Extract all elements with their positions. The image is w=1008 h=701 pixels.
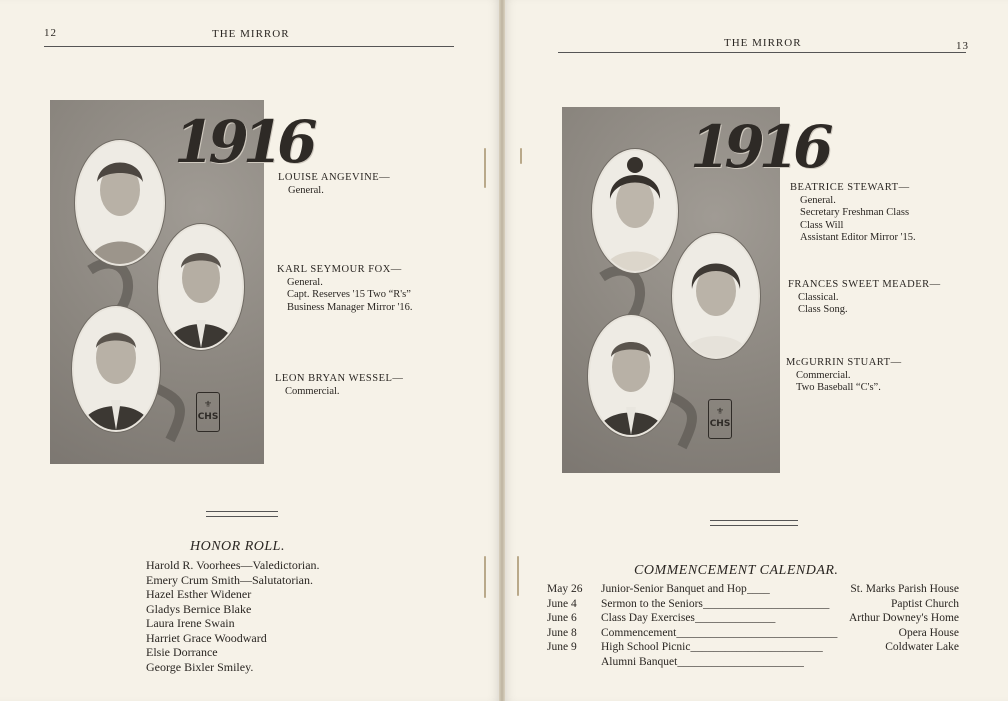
student-name: McGURRIN STUART— <box>786 357 902 368</box>
page-number: 12 <box>44 27 57 39</box>
calendar-event: Alumni Banquet <box>601 655 678 668</box>
student-detail: Commercial. <box>796 369 851 381</box>
list-item: Harriet Grace Woodward <box>146 630 267 645</box>
list-item: Elsie Dorrance <box>146 645 218 659</box>
student-detail: Assistant Editor Mirror '15. <box>800 232 916 243</box>
calendar-row <box>547 611 959 626</box>
year-graphic: 1916 <box>690 113 828 181</box>
section-divider <box>710 520 798 526</box>
student-detail: Class Song. <box>798 304 848 315</box>
calendar-title: COMMENCEMENT CALENDAR. <box>634 563 839 578</box>
portrait-beatrice-stewart <box>592 149 678 273</box>
binding-staple <box>517 556 519 596</box>
leader-line: ______________________ <box>677 655 804 668</box>
year-graphic: 1916 <box>174 108 312 176</box>
leader-line: ____ <box>746 583 770 595</box>
student-detail: Secretary Freshman Class <box>800 207 910 218</box>
student-name: LEON BRYAN WESSEL— <box>275 373 404 384</box>
student-detail: Two Baseball “C's”. <box>796 382 881 393</box>
portrait-mcgurrin-stuart <box>588 315 674 437</box>
leader-line: ______________________ <box>702 597 830 610</box>
calendar-event: Sermon to the Seniors <box>601 597 703 610</box>
list-item: Gladys Bernice Blake <box>146 601 252 616</box>
header-rule <box>558 52 966 53</box>
student-caption <box>278 172 390 197</box>
student-detail: Business Manager Mirror '16. <box>287 301 413 313</box>
student-caption <box>275 373 403 398</box>
calendar-date: June 4 <box>547 597 577 610</box>
calendar-place: Arthur Downey's Home <box>848 612 959 625</box>
commencement-calendar <box>547 582 959 670</box>
calendar-date: June 6 <box>547 612 577 625</box>
honor-roll-list <box>146 558 320 674</box>
calendar-event: Commencement <box>601 626 677 639</box>
school-crest-icon: ⚜ CHS <box>196 392 220 432</box>
leader-line: ____________________________ <box>676 626 838 639</box>
student-caption <box>786 357 902 395</box>
school-crest-icon: ⚜ CHS <box>708 399 732 439</box>
calendar-event: High School Picnic <box>601 641 691 654</box>
student-caption <box>277 264 413 314</box>
binding-staple <box>484 148 486 188</box>
student-detail: General. <box>800 194 836 206</box>
student-detail: Capt. Reserves '15 Two “R's” <box>287 289 411 300</box>
calendar-date: May 26 <box>547 583 583 595</box>
list-item: Laura Irene Swain <box>146 616 235 630</box>
student-detail: General. <box>287 276 323 288</box>
portrait-frances-sweet-meader <box>672 233 760 359</box>
calendar-place: Opera House <box>898 626 959 639</box>
running-head: THE MIRROR <box>724 37 802 49</box>
calendar-place: Paptist Church <box>890 597 959 610</box>
student-detail: Class Will <box>800 219 844 231</box>
page-number: 13 <box>956 40 969 52</box>
calendar-date <box>547 655 601 670</box>
student-detail: General. <box>288 184 324 196</box>
leader-line: _______________________ <box>690 641 823 654</box>
student-caption <box>788 279 941 317</box>
book-gutter <box>499 0 505 701</box>
student-caption <box>790 182 916 245</box>
student-name: FRANCES SWEET MEADER— <box>788 279 941 290</box>
calendar-row <box>547 626 959 641</box>
calendar-place: Coldwater Lake <box>885 641 959 654</box>
student-name: LOUISE ANGEVINE— <box>278 172 391 183</box>
calendar-date: June 9 <box>547 641 577 654</box>
student-name: KARL SEYMOUR FOX— <box>277 264 402 275</box>
portrait-louise-angevine <box>75 140 165 266</box>
binding-staple <box>484 556 486 598</box>
portrait-leon-bryan-wessel <box>72 306 160 432</box>
running-head: THE MIRROR <box>212 28 290 40</box>
student-detail: Classical. <box>798 291 839 303</box>
section-divider <box>206 511 278 517</box>
list-item: Emery Crum Smith—Salutatorian. <box>146 572 313 587</box>
calendar-row <box>547 597 959 612</box>
portrait-karl-seymour-fox <box>158 224 244 350</box>
calendar-date: June 8 <box>547 626 577 639</box>
binding-staple <box>520 148 522 164</box>
student-detail: Commercial. <box>285 385 340 397</box>
calendar-row <box>547 655 867 670</box>
leader-line: ______________ <box>694 612 776 625</box>
student-name: BEATRICE STEWART— <box>790 182 910 193</box>
calendar-row <box>547 582 959 597</box>
honor-roll-title: HONOR ROLL. <box>190 539 285 554</box>
list-item: Harold R. Voorhees—Valedictorian. <box>146 558 320 572</box>
header-rule <box>44 46 454 47</box>
calendar-place: St. Marks Parish House <box>850 583 959 595</box>
calendar-event: Class Day Exercises <box>601 612 695 625</box>
calendar-event: Junior-Senior Banquet and Hop <box>601 583 747 595</box>
calendar-row <box>547 640 959 655</box>
list-item: George Bixler Smiley. <box>146 659 254 674</box>
list-item: Hazel Esther Widener <box>146 587 252 601</box>
